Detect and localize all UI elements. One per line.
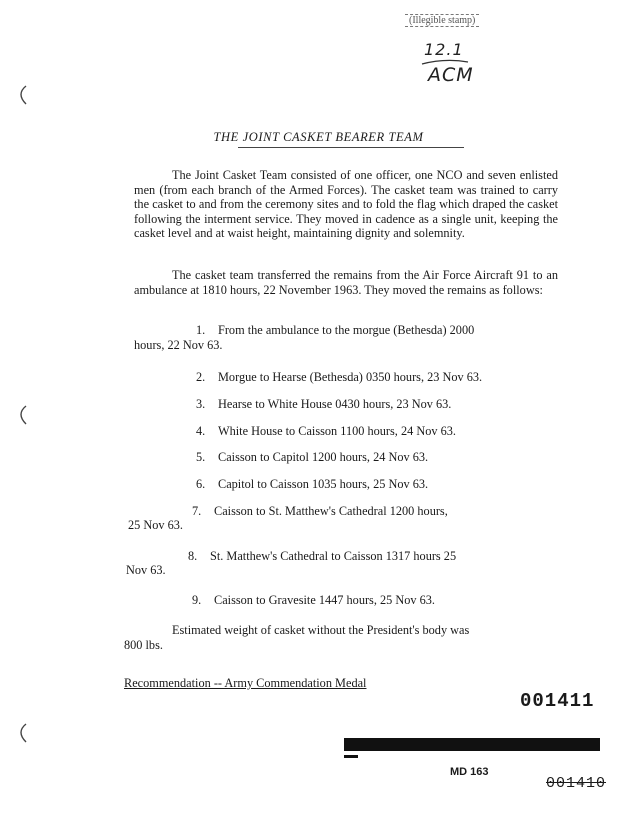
document-serial-number: 001411 [520, 690, 595, 712]
move-2-number: 2. [196, 370, 206, 384]
move-3-line1: Hearse to White House 0430 hours, 23 Nov 63. [218, 397, 452, 411]
move-3-number: 3. [196, 397, 206, 411]
casket-weight-value: 800 lbs. [124, 638, 163, 652]
paragraph-casket-team-description: The Joint Casket Team consisted of one officer, one NCO and seven enlisted men (from each branch of the Armed Forces). The casket team was trained to carry the casket to and from the ceremony sites and to fold the flag which draped the casket following the interment service. They moved in cadence as a single unit, keeping the casket level and at waist height, maintaining dignity and solemnity. [134, 168, 558, 240]
move-1-line1: From the ambulance to the morgue (Bethesda) 2000 [218, 323, 475, 337]
move-8-line1: St. Matthew's Cathedral to Caisson 1317 hours 25 [210, 549, 457, 563]
move-8-line2: Nov 63. [126, 563, 166, 577]
move-9-number: 9. [192, 593, 202, 607]
move-7-line2: 25 Nov 63. [128, 518, 183, 532]
redaction-bar-fragment [344, 755, 358, 758]
header-stamp: (Illegible stamp) [405, 14, 479, 27]
paragraph-remains-transfer: The casket team transferred the remains from the Air Force Aircraft 91 to an ambulance at 1810 hours, 22 November 1963. They moved the remains as follows: [134, 268, 558, 297]
handwritten-note-initials: ACM [428, 64, 474, 86]
move-4-number: 4. [196, 424, 206, 438]
document-title: THE JOINT CASKET BEARER TEAM [213, 130, 424, 144]
move-2-line1: Morgue to Hearse (Bethesda) 0350 hours, 23 Nov 63. [218, 370, 483, 384]
move-4-line1: White House to Caisson 1100 hours, 24 Nov 63. [218, 424, 456, 438]
binder-hole-mark-bottom [12, 722, 34, 744]
move-5-number: 5. [196, 450, 206, 464]
move-7-line1: Caisson to St. Matthew's Cathedral 1200 hours, [214, 504, 448, 518]
handwritten-underline-mark [420, 40, 470, 68]
move-7-number: 7. [192, 504, 202, 518]
redaction-bar [344, 738, 600, 751]
move-6-line1: Capitol to Caisson 1035 hours, 25 Nov 63. [218, 477, 429, 491]
title-underline [238, 147, 464, 148]
handwritten-note-number: 12.1 [424, 40, 464, 59]
recommendation-line: Recommendation -- Army Commendation Medal [124, 676, 367, 690]
casket-weight-statement: Estimated weight of casket without the President's body was [172, 623, 470, 637]
move-5-line1: Caisson to Capitol 1200 hours, 24 Nov 63. [218, 450, 429, 464]
binder-hole-mark-top [12, 84, 34, 106]
move-1-number: 1. [196, 323, 206, 337]
move-9-line1: Caisson to Gravesite 1447 hours, 25 Nov 63. [214, 593, 435, 607]
md-reference-number: MD 163 [450, 766, 489, 778]
move-1-line2: hours, 22 Nov 63. [134, 338, 223, 352]
struck-serial-number: 001410 [546, 775, 607, 792]
binder-hole-mark-middle [12, 404, 34, 426]
move-6-number: 6. [196, 477, 206, 491]
move-8-number: 8. [188, 549, 198, 563]
